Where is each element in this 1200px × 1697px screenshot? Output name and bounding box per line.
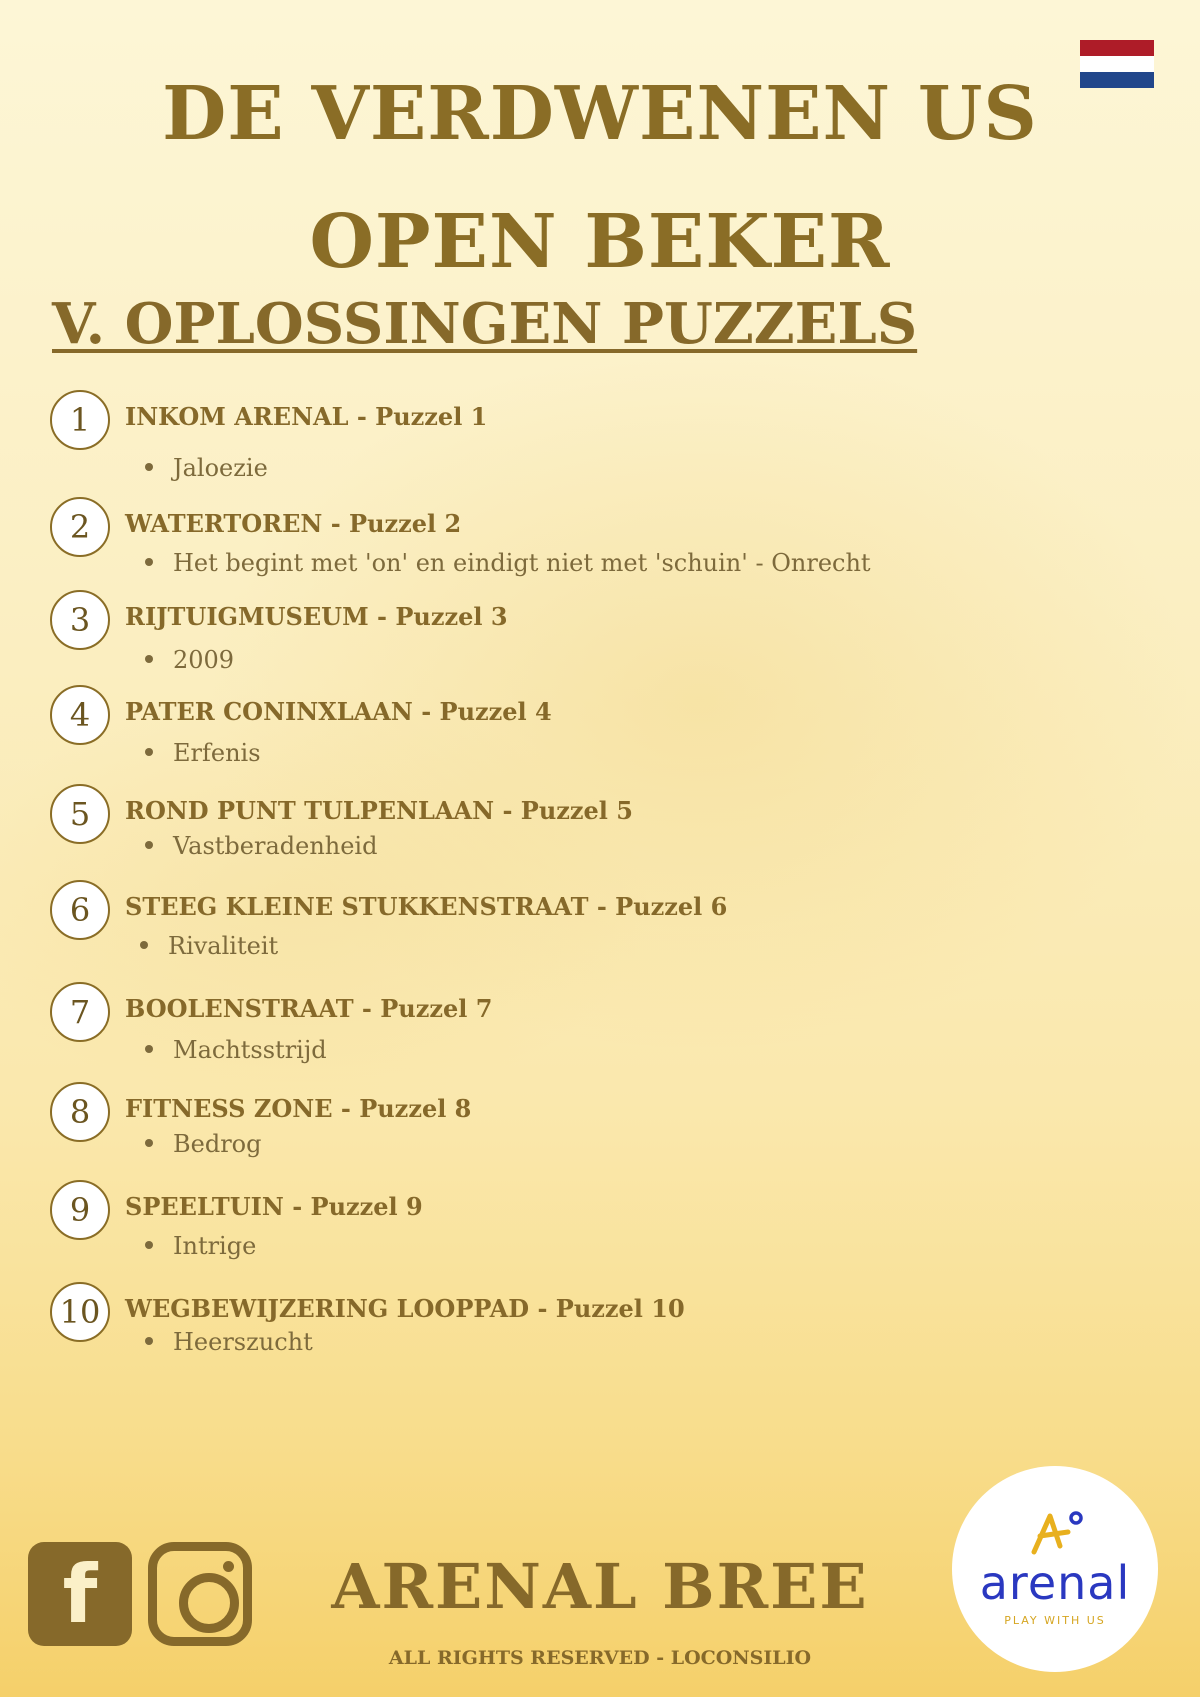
answer-text: Machtsstrijd	[145, 1036, 327, 1064]
puzzle-label: - Puzzel 6	[588, 892, 728, 921]
copyright-text: ALL RIGHTS RESERVED - LOCONSILIO	[388, 1647, 812, 1669]
title-line-1: DE VERDWENEN US	[162, 71, 1038, 157]
arenal-logo	[952, 1466, 1158, 1672]
item-heading	[125, 697, 552, 726]
location-name: INKOM ARENAL	[125, 402, 349, 431]
answer-text: Intrige	[145, 1232, 256, 1260]
facebook-icon[interactable]: f	[28, 1542, 132, 1646]
answer-text: 2009	[145, 646, 234, 674]
title-line-2: OPEN BEKER	[309, 199, 891, 285]
location-name: BOOLENSTRAAT	[125, 994, 354, 1023]
location-name: WEGBEWIJZERING LOOPPAD	[125, 1294, 530, 1323]
number-badge: 5	[50, 784, 110, 844]
puzzle-label: - Puzzel 7	[353, 994, 493, 1023]
page-title	[0, 50, 1200, 306]
item-heading	[125, 1294, 685, 1323]
item-heading	[125, 796, 633, 825]
puzzle-label: - Puzzel 5	[494, 796, 633, 825]
item-heading	[125, 1192, 423, 1221]
item-heading	[125, 402, 487, 431]
location-name: SPEELTUIN	[125, 1192, 284, 1221]
puzzle-label: - Puzzel 3	[368, 602, 508, 631]
answer-text: Het begint met 'on' en eindigt niet met 'schuin' - Onrecht	[145, 549, 871, 577]
number-badge: 3	[50, 590, 110, 650]
item-heading	[125, 1094, 471, 1123]
number-badge: 10	[50, 1282, 110, 1342]
puzzle-label: - Puzzel 10	[529, 1294, 685, 1323]
answer-text: Jaloezie	[145, 454, 268, 482]
item-heading	[125, 602, 508, 631]
number-badge: 1	[50, 390, 110, 450]
item-heading	[125, 994, 492, 1023]
arenal-mark-icon	[1030, 1510, 1084, 1556]
location-name: FITNESS ZONE	[125, 1094, 333, 1123]
answer-text: Rivaliteit	[140, 932, 278, 960]
number-badge: 7	[50, 982, 110, 1042]
location-name: RIJTUIGMUSEUM	[125, 602, 369, 631]
number-badge: 6	[50, 880, 110, 940]
puzzle-label: - Puzzel 4	[412, 697, 552, 726]
number-badge: 9	[50, 1180, 110, 1240]
location-name: PATER CONINXLAAN	[125, 697, 413, 726]
answer-text: Bedrog	[145, 1130, 262, 1158]
location-name: STEEG KLEINE STUKKENSTRAAT	[125, 892, 589, 921]
puzzle-label: - Puzzel 9	[283, 1192, 423, 1221]
section-heading: V. OPLOSSINGEN PUZZELS	[52, 291, 918, 357]
item-heading	[125, 892, 727, 921]
location-name: ROND PUNT TULPENLAAN	[125, 796, 495, 825]
logo-tagline: PLAY WITH US	[1004, 1614, 1106, 1627]
item-heading	[125, 509, 461, 538]
footer-brand: ARENAL BREE	[331, 1550, 869, 1623]
answer-text: Heerszucht	[145, 1328, 313, 1356]
number-badge: 4	[50, 685, 110, 745]
answer-text: Vastberadenheid	[145, 832, 377, 860]
location-name: WATERTOREN	[125, 509, 323, 538]
answer-text: Erfenis	[145, 739, 261, 767]
puzzle-label: - Puzzel 2	[322, 509, 462, 538]
number-badge: 8	[50, 1082, 110, 1142]
number-badge: 2	[50, 497, 110, 557]
logo-wordmark: arenal	[979, 1556, 1131, 1610]
puzzle-label: - Puzzel 8	[332, 1094, 472, 1123]
puzzle-label: - Puzzel 1	[348, 402, 488, 431]
